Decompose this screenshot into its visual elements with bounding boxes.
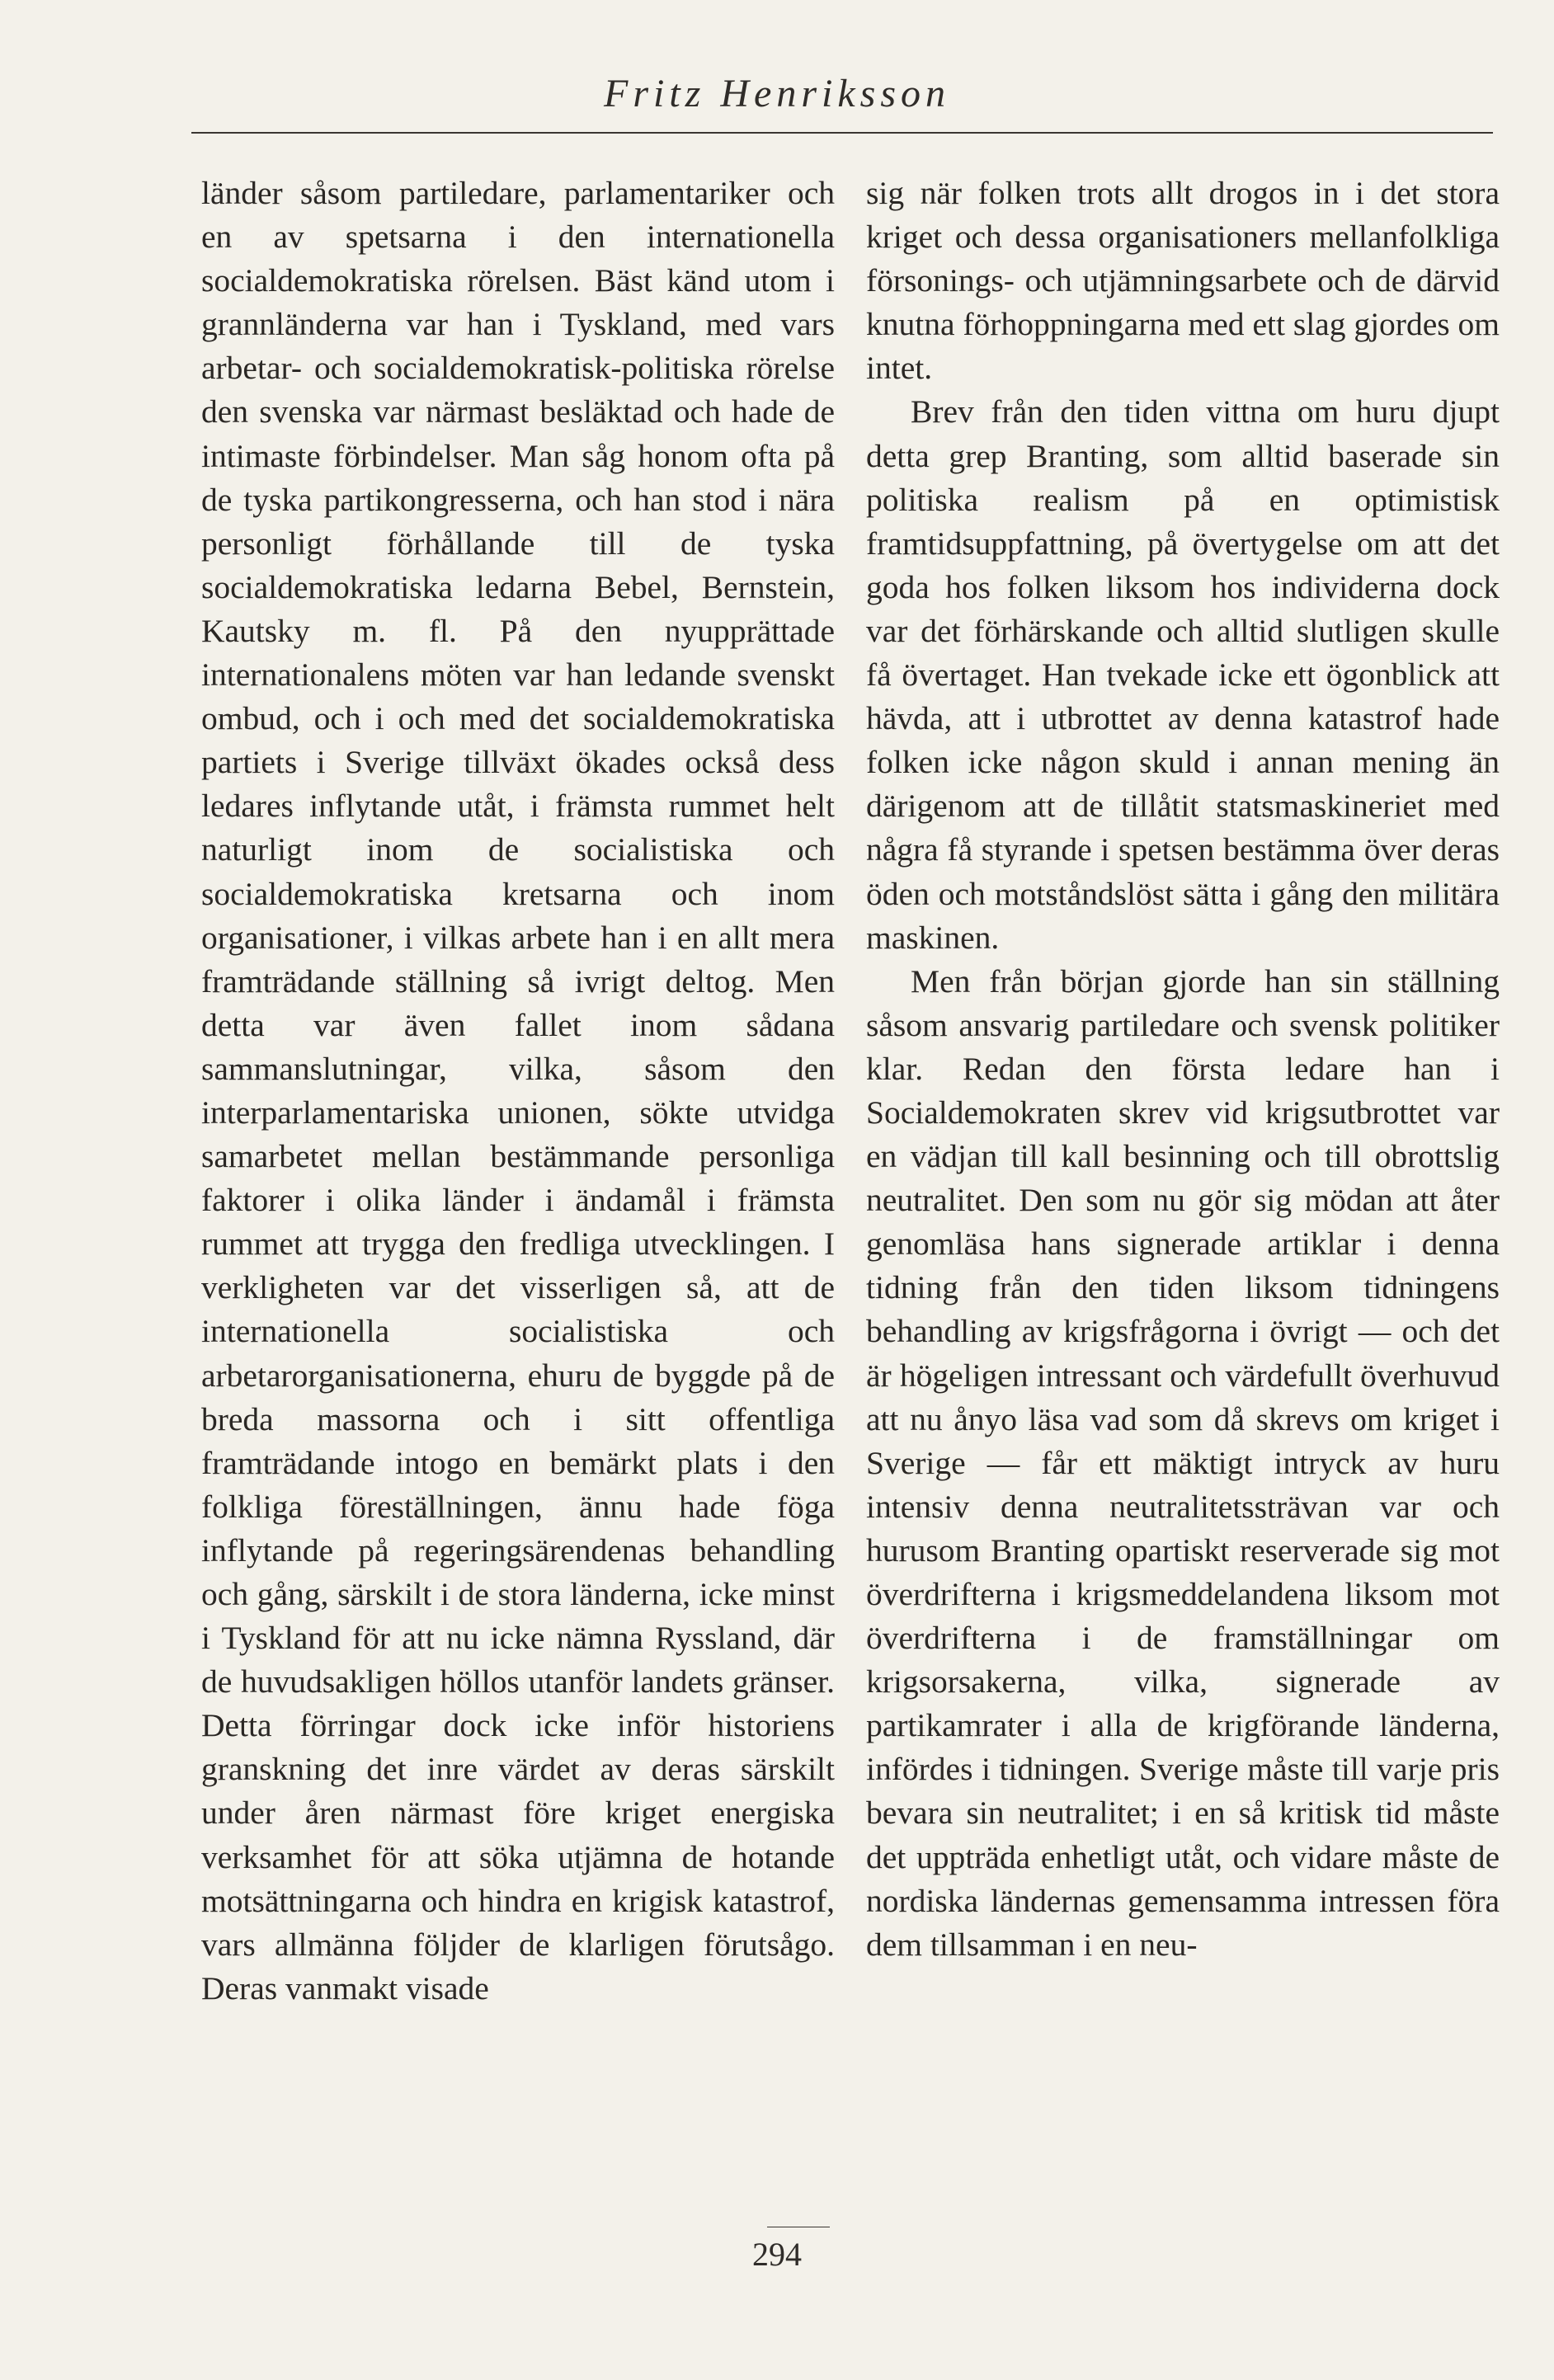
right-paragraph-1: sig när folken trots allt drogos in i det stora kriget och dessa organisationers mellanfolkliga försonings- och utjämningsarbete och de därvid knutna förhoppningarna med ett slag gjordes om intet. [866,175,1500,387]
right-text-column [866,172,1500,1967]
left-paragraph-1: länder såsom partiledare, parlamentariker och en av spetsarna i den internationella socialdemokratiska rörelsen. Bäst känd utom i grannländerna var han i Tyskland, med vars arbetar- och socialdemokratisk-politiska rörelse den svenska var närmast besläktad och hade de intimaste förbindelser. Man såg honom ofta på de tyska partikongresserna, och han stod i nära personligt förhållande till de tyska socialdemokratiska ledarna Bebel, Bernstein, Kautsky m. fl. På den nyupprättade internationalens möten var han ledande svenskt ombud, och i och med det socialdemokratiska partiets i Sverige tillväxt ökades också dess ledares inflytande utåt, i främsta rummet helt naturligt inom de socialistiska och socialdemokratiska kretsarna och inom organisationer, i vilkas arbete han i en allt mera framträdande ställning så ivrigt deltog. Men detta var även fallet inom sådana sammanslutningar, vilka, såsom den interparlamentariska unionen, sökte utvidga samarbetet mellan bestämmande personliga faktorer i olika länder i ändamål i främsta rummet att trygga den fredliga utvecklingen. I verkligheten var det visserligen så, att de internationella socialistiska och arbetarorganisationerna, ehuru de byggde på de breda massorna och i sitt offentliga framträdande intogo en bemärkt plats i den folkliga föreställningen, ännu hade föga inflytande på regeringsärendenas behandling och gång, särskilt i de stora länderna, icke minst i Tyskland för att nu icke nämna Ryssland, där de huvudsakligen höllos utanför landets gränser. Detta förringar dock icke inför historiens granskning det inre värdet av deras särskilt under åren närmast före kriget energiska verksamhet för att söka utjämna de hotande motsättningarna och hindra en krigisk katastrof, vars allmänna följder de klarligen förutsågo. Deras vanmakt visade [201,175,835,2006]
running-header-title: Fritz Henriksson [604,72,950,115]
page-number: 294 [752,2236,802,2273]
left-text-column [201,172,835,2011]
right-paragraph-2: Brev från den tiden vittna om huru djupt detta grep Branting, som alltid baserade sin politiska realism på en optimistisk framtidsuppfattning, på övertygelse om att det goda hos folken liksom hos individerna dock var det förhärskande och alltid slutligen skulle få övertaget. Han tvekade icke ett ögonblick att hävda, att i utbrottet av denna katastrof hade folken icke någon skuld i annan mening än därigenom att de tillåtit statsmaskineriet med några få styrande i spetsen bestämma över deras öden och motståndslöst sätta i gång den militära maskinen. [866,393,1500,956]
header-rule [191,132,1493,134]
right-paragraph-3: Men från början gjorde han sin ställning såsom ansvarig partiledare och svensk politiker klar. Redan den första ledare han i Socialdemokraten skrev vid krigsutbrottet var en vädjan till kall besinning och till obrottslig neutralitet. Den som nu gör sig mödan att åter genomläsa hans signerade artiklar i denna tidning från den tiden liksom tidningens behandling av krigsfrågorna i övrigt — och det är högeligen intressant och värdefullt överhuvud att nu ånyo läsa vad som då skrevs om kriget i Sverige — får ett mäktigt intryck av huru intensiv denna neutralitetssträvan var och hurusom Branting opartiskt reserverade sig mot överdrifterna i krigsmeddelandena liksom mot överdrifterna i de framställningar om krigsorsakerna, vilka, signerade av partikamrater i alla de krigförande länderna, infördes i tidningen. Sverige måste till varje pris bevara sin neutralitet; i en så kritisk tid måste det uppträda enhetligt utåt, och vidare måste de nordiska ländernas gemensamma intressen föra dem tillsamman i en neu- [866,962,1500,1963]
